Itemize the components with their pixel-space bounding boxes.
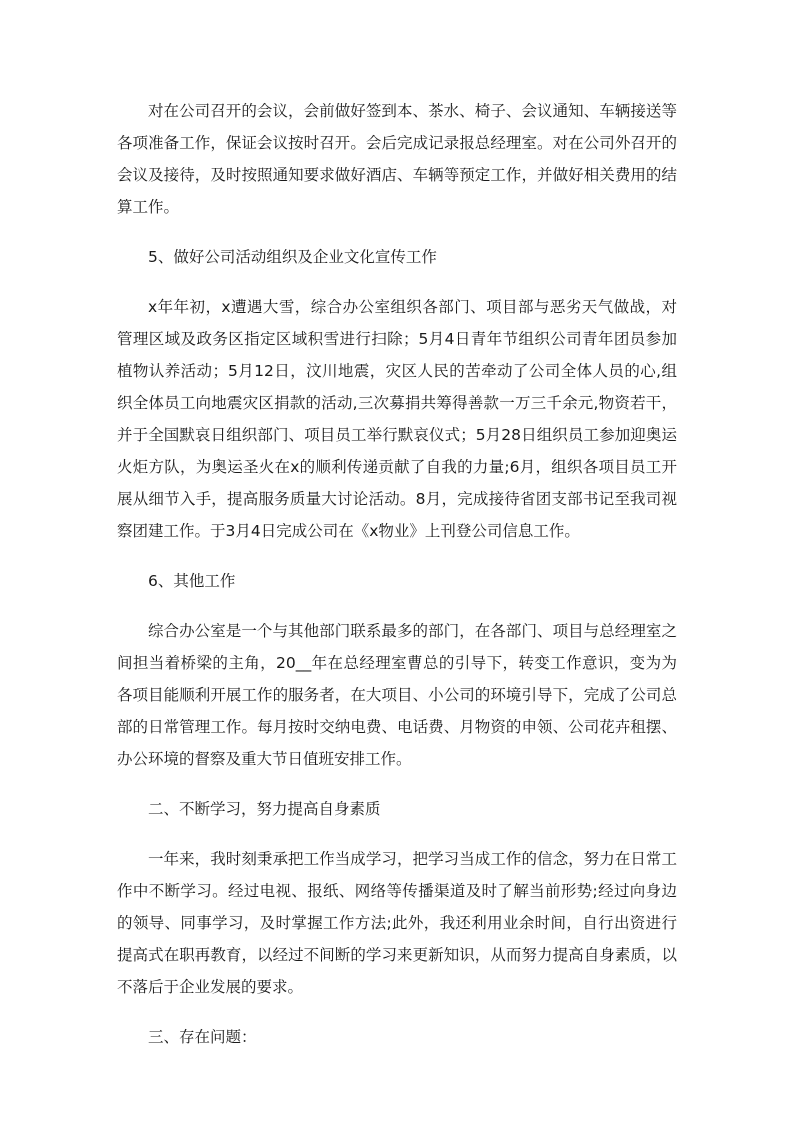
heading-section-5: 5、做好公司活动组织及企业文化宣传工作 — [148, 248, 437, 266]
paragraph-meeting-prep: 对在公司召开的会议，会前做好签到本、茶水、椅子、会议通知、车辆接送等各项准备工作，保证会议按时召开。会后完成记录报总经理室。对在公司外召开的会议及接待，及时按照通知要求做好酒店、车辆等预定工作，并做好相关费用的结算工作。 — [117, 102, 677, 216]
paragraph-activities: x年年初，x遭遇大雪，综合办公室组织各部门、项目部与恶劣天气做战，对管理区域及政务区指定区域积雪进行扫除；5月4日青年节组织公司青年团员参加植物认养活动；5月12日，汶川地震，灾区人民的苦牵动了公司全体人员的心,组织全体员工向地震灾区捐款的活动,三次募捐共筹得善款一万三千余元,物资若干，并于全国默哀日组织部门、项目员工举行默哀仪式；5月28日组织员工参加迎奥运火炬方队，为奥运圣火在x的顺利传递贡献了自我的力量;6月，组织各项目员工开展从细节入手，提高服务质量大讨论活动。8月，完成接待省团支部书记至我司视察团建工作。于3月4日完成公司在《x物业》上刊登公司信息工作。 — [117, 298, 677, 540]
paragraph-other-work: 综合办公室是一个与其他部门联系最多的部门，在各部门、项目与总经理室之间担当着桥梁的主角，20__年在总经理室曹总的引导下，转变工作意识，变为为各项目能顺利开展工作的服务者，在大项目、小公司的环境引导下，完成了公司总部的日常管理工作。每月按时交纳电费、电话费、月物资的申领、公司花卉租摆、办公环境的督察及重大节日值班安排工作。 — [117, 622, 677, 768]
heading-part-three: 三、存在问题： — [148, 1028, 257, 1046]
document-page — [117, 95, 677, 1071]
heading-part-two: 二、不断学习，努力提高自身素质 — [148, 800, 381, 818]
paragraph-learning: 一年来，我时刻秉承把工作当成学习，把学习当成工作的信念，努力在日常工作中不断学习。经过电视、报纸、网络等传播渠道及时了解当前形势;经过向身边的领导、同事学习，及时掌握工作方法;此外，我还利用业余时间，自行出资进行提高式在职再教育，以经过不间断的学习来更新知识，从而努力提高自身素质，以不落后于企业发展的要求。 — [117, 850, 677, 996]
heading-section-6: 6、其他工作 — [148, 572, 236, 590]
